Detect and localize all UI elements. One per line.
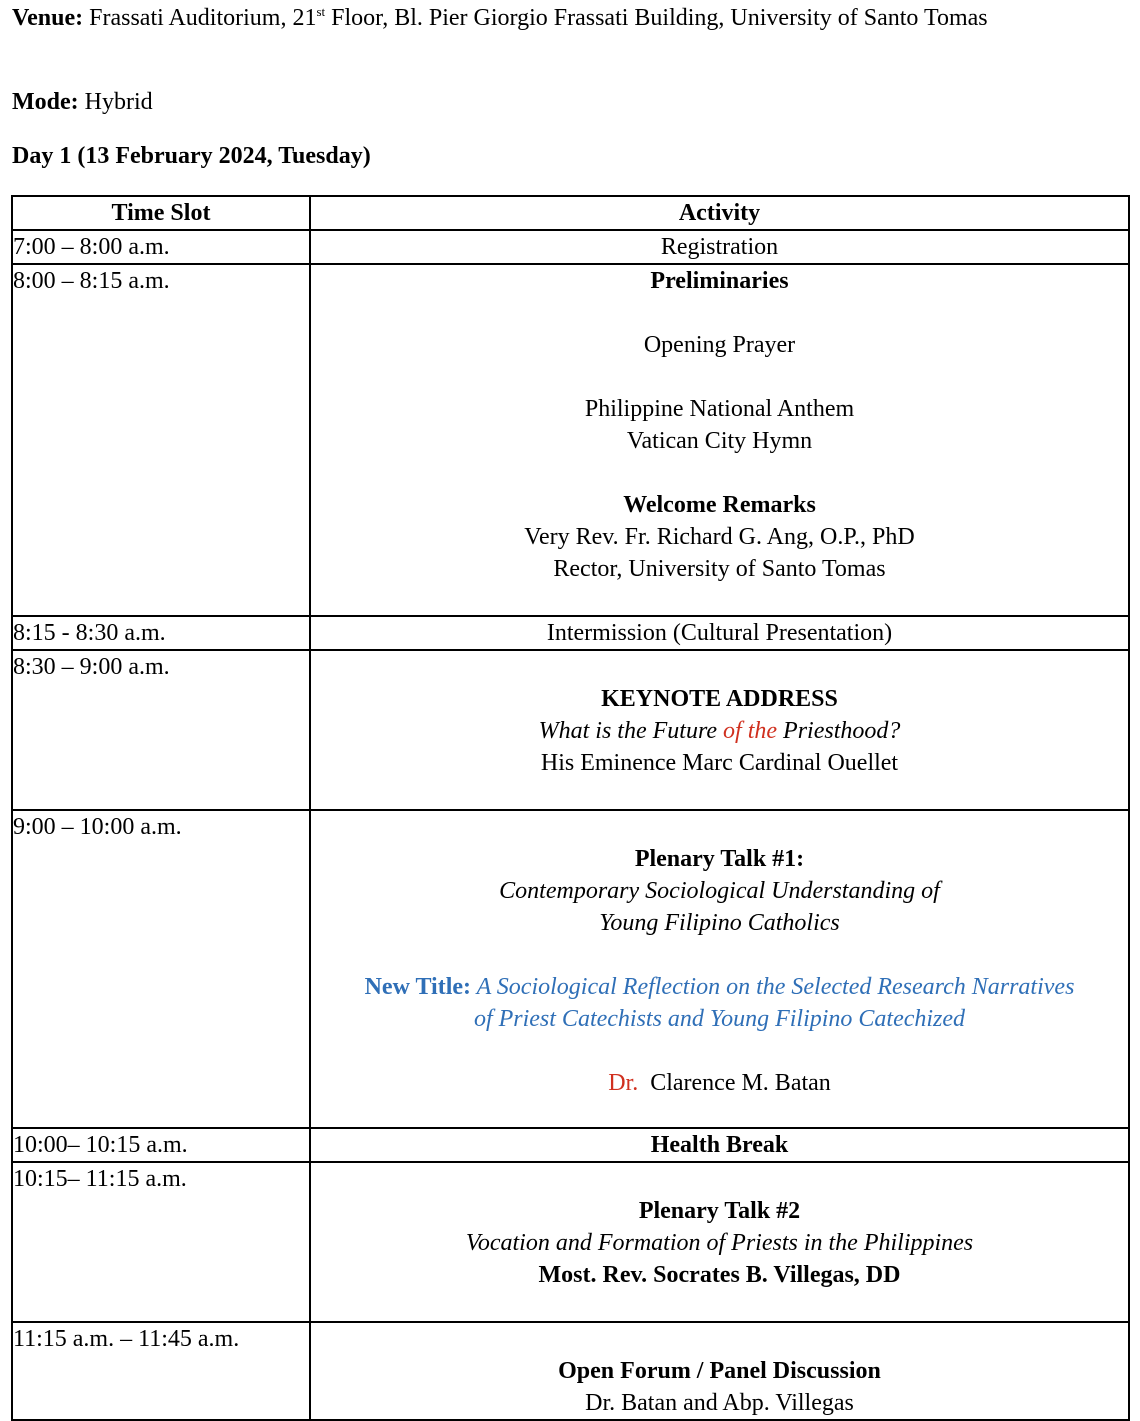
time-slot: 9:00 – 10:00 a.m. xyxy=(12,810,310,1128)
mode-value: Hybrid xyxy=(84,89,153,115)
welcome-speaker-role: Rector, University of Santo Tomas xyxy=(553,556,886,582)
day-heading: Day 1 (13 February 2024, Tuesday) xyxy=(12,143,371,169)
table-header-row xyxy=(12,196,1129,230)
opening-prayer: Opening Prayer xyxy=(643,332,796,358)
table-row xyxy=(12,230,1129,264)
activity-cell xyxy=(310,650,1129,810)
table-row xyxy=(12,1128,1129,1162)
preliminaries-heading: Preliminaries xyxy=(650,268,789,294)
activity-cell xyxy=(310,230,1129,264)
time-slot: 8:15 - 8:30 a.m. xyxy=(12,616,310,650)
table-row xyxy=(12,616,1129,650)
venue-superscript: st xyxy=(316,4,326,19)
mode-label: Mode: xyxy=(12,89,79,115)
table-row xyxy=(12,1162,1129,1322)
activity-health-break: Health Break xyxy=(650,1132,789,1158)
national-anthem: Philippine National Anthem xyxy=(584,396,855,422)
plenary-1-heading: Plenary Talk #1: xyxy=(634,846,805,872)
table-row xyxy=(12,1322,1129,1420)
vatican-hymn: Vatican City Hymn xyxy=(626,428,813,454)
keynote-speaker: His Eminence Marc Cardinal Ouellet xyxy=(540,750,899,776)
table-row xyxy=(12,264,1129,616)
mode-line xyxy=(12,86,153,118)
welcome-speaker: Very Rev. Fr. Richard G. Ang, O.P., PhD xyxy=(524,524,915,550)
venue-label: Venue: xyxy=(12,5,84,31)
activity-cell xyxy=(310,1322,1129,1420)
activity-cell xyxy=(310,616,1129,650)
keynote-heading: KEYNOTE ADDRESS xyxy=(601,686,838,712)
time-slot: 7:00 – 8:00 a.m. xyxy=(12,230,310,264)
header-time-slot: Time Slot xyxy=(12,196,310,230)
table-row xyxy=(12,810,1129,1128)
schedule-table xyxy=(11,195,1130,1421)
open-forum-heading: Open Forum / Panel Discussion xyxy=(558,1358,881,1384)
speaker-prefix: Dr. xyxy=(608,1070,639,1096)
activity-cell xyxy=(310,264,1129,616)
activity-cell xyxy=(310,1128,1129,1162)
plenary-2-heading: Plenary Talk #2 xyxy=(638,1198,801,1224)
header-activity: Activity xyxy=(310,196,1129,230)
plenary-1-title-line-2: Young Filipino Catholics xyxy=(599,910,840,936)
time-slot: 8:00 – 8:15 a.m. xyxy=(12,264,310,616)
keynote-title: What is the Future of the Priesthood? xyxy=(538,718,901,744)
activity-cell xyxy=(310,810,1129,1128)
venue-line xyxy=(12,2,1122,34)
keynote-title-highlight: of the xyxy=(723,718,778,744)
time-slot: 11:15 a.m. – 11:45 a.m. xyxy=(12,1322,310,1420)
venue-text-post: Floor, Bl. Pier Giorgio Frassati Building, University of Santo Tomas xyxy=(325,5,988,31)
new-title-label: New Title: xyxy=(364,974,472,1000)
new-title-line-1: New Title: A Sociological Reflection on the Selected Research Narratives xyxy=(364,974,1075,1000)
new-title-line-2: of Priest Catechists and Young Filipino Catechized xyxy=(473,1006,966,1032)
open-forum-speakers: Dr. Batan and Abp. Villegas xyxy=(585,1390,854,1416)
table-row xyxy=(12,650,1129,810)
venue-text-pre: Frassati Auditorium, 21 xyxy=(89,5,317,31)
activity-registration: Registration xyxy=(660,234,779,260)
activity-intermission: Intermission (Cultural Presentation) xyxy=(546,620,893,646)
plenary-1-title-line-1: Contemporary Sociological Understanding of xyxy=(499,878,940,904)
activity-cell xyxy=(310,1162,1129,1322)
plenary-2-title: Vocation and Formation of Priests in the Philippines xyxy=(465,1230,974,1256)
plenary-2-speaker: Most. Rev. Socrates B. Villegas, DD xyxy=(538,1262,901,1288)
time-slot: 10:00– 10:15 a.m. xyxy=(12,1128,310,1162)
time-slot: 8:30 – 9:00 a.m. xyxy=(12,650,310,810)
welcome-remarks-heading: Welcome Remarks xyxy=(623,492,816,518)
time-slot: 10:15– 11:15 a.m. xyxy=(12,1162,310,1322)
plenary-1-speaker: Dr. Clarence M. Batan xyxy=(608,1070,831,1096)
